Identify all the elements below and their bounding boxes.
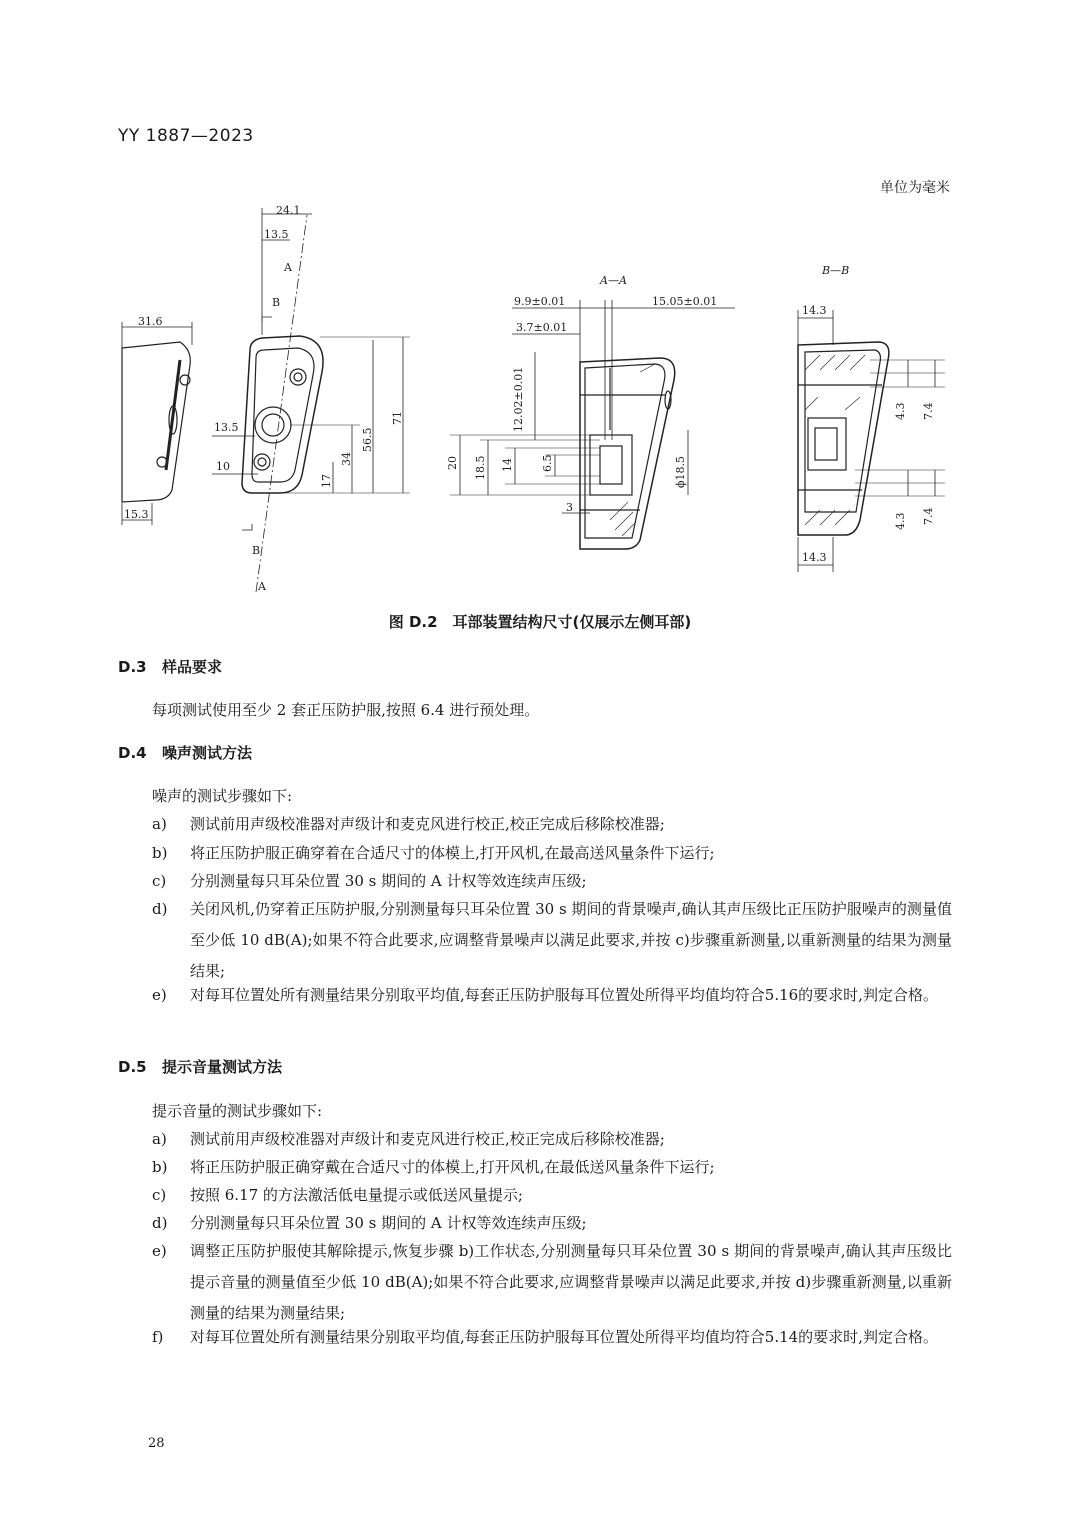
dim-phi-18-5: ϕ18.5 [674,456,687,488]
section-heading-d4 [118,742,252,763]
section-title: 提示音量测试方法 [162,1058,283,1076]
list-item: d) 关闭风机,仍穿着正压防护服,分别测量每只耳朵位置 30 s 期间的背景噪声,确认其声压级比正压防护服噪声的测量值至少低 10 dB(A);如果不符合此要求,应调整背景噪声以满足此要求,并按 c)步骤重新测量,以重新测量的结果为测量结果; [152,900,952,980]
list-item: a) 测试前用声级校准器对声级计和麦克风进行校正,校正完成后移除校准器; [152,1130,665,1148]
list-item: d) 分别测量每只耳朵位置 30 s 期间的 A 计权等效连续声压级; [152,1214,587,1232]
section-mark-b-bottom: B [252,544,261,557]
dim-4-3-bottom: 4.3 [894,512,907,530]
dim-18-5: 18.5 [474,455,487,480]
dim-17: 17 [320,474,333,488]
section-mark-a-top: A [284,261,292,274]
dim-7-4-top: 7.4 [922,402,935,420]
dim-13-5-top: 13.5 [264,228,289,241]
list-item: c) 按照 6.17 的方法激活低电量提示或低送风量提示; [152,1186,523,1204]
section-mark-a-bottom: A [258,580,266,593]
document-id: YY 1887—2023 [118,126,254,146]
list-item: a) 测试前用声级校准器对声级计和麦克风进行校正,校正完成后移除校准器; [152,815,665,833]
dim-71: 71 [391,411,404,425]
section-bb-label: B—B [822,264,850,277]
section-heading-d5 [118,1056,282,1077]
d5-intro: 提示音量的测试步骤如下: [152,1102,323,1120]
section-mark-b-top: B [272,296,281,309]
section-number: D.4 [118,744,147,762]
dim-20: 20 [446,456,459,470]
section-bb-outline [798,342,889,535]
list-item: e) 对每耳位置处所有测量结果分别取平均值,每套正压防护服每耳位置处所得平均值均符合5.16的要求时,判定合格。 [152,986,938,1004]
list-item: b) 将正压防护服正确穿戴在合适尺寸的体模上,打开风机,在最低送风量条件下运行; [152,1158,715,1176]
dim-15-3: 15.3 [124,508,149,521]
dim-7-4-bottom: 7.4 [922,507,935,525]
dim-4-3-top: 4.3 [894,402,907,420]
section-number: D.3 [118,658,147,676]
list-item: c) 分别测量每只耳朵位置 30 s 期间的 A 计权等效连续声压级; [152,872,587,890]
section-title: 噪声测试方法 [162,744,253,762]
dim-14-3-top: 14.3 [802,304,827,317]
figure-caption: 图 D.2 耳部装置结构尺寸(仅展示左侧耳部) [388,613,692,631]
dim-10: 10 [216,460,230,473]
dim-3: 3 [566,501,573,514]
dim-56-5: 56.5 [361,427,374,452]
section-title: 样品要求 [162,658,223,676]
dim-6-5: 6.5 [541,454,554,472]
section-heading-d3 [118,656,222,677]
ear-device-drawing [0,195,1080,600]
page-number: 28 [148,1436,165,1451]
list-item: e) 调整正压防护服使其解除提示,恢复步骤 b)工作状态,分别测量每只耳朵位置 30 s 期间的背景噪声,确认其声压级比提示音量的测量值至少低 10 dB(A);如果不符合此要求,应调整背景噪声以满足此要求,并按 d)步骤重新测量,以重新测量的结果为测量结果; [152,1242,952,1322]
list-item: f) 对每耳位置处所有测量结果分别取平均值,每套正压防护服每耳位置处所得平均值均符合5.14的要求时,判定合格。 [152,1328,938,1346]
dim-14-3-bottom: 14.3 [802,551,827,564]
d4-intro: 噪声的测试步骤如下: [152,787,293,805]
dim-31-6: 31.6 [138,315,163,328]
unit-note: 单位为毫米 [880,180,950,196]
section-aa-label: A—A [600,274,627,287]
dim-13-5-mid: 13.5 [214,421,239,434]
dim-12-02: 12.02±0.01 [512,366,525,432]
dim-24-1: 24.1 [276,204,301,217]
list-item: b) 将正压防护服正确穿着在合适尺寸的体模上,打开风机,在最高送风量条件下运行; [152,844,715,862]
dim-34: 34 [340,452,353,466]
dim-15-05: 15.05±0.01 [652,295,718,308]
dim-9-9: 9.9±0.01 [514,295,566,308]
dim-14: 14 [501,458,514,472]
section-number: D.5 [118,1058,147,1076]
dim-3-7: 3.7±0.01 [516,321,568,334]
section-aa-outline [580,358,675,549]
d3-text: 每项测试使用至少 2 套正压防护服,按照 6.4 进行预处理。 [152,701,540,719]
